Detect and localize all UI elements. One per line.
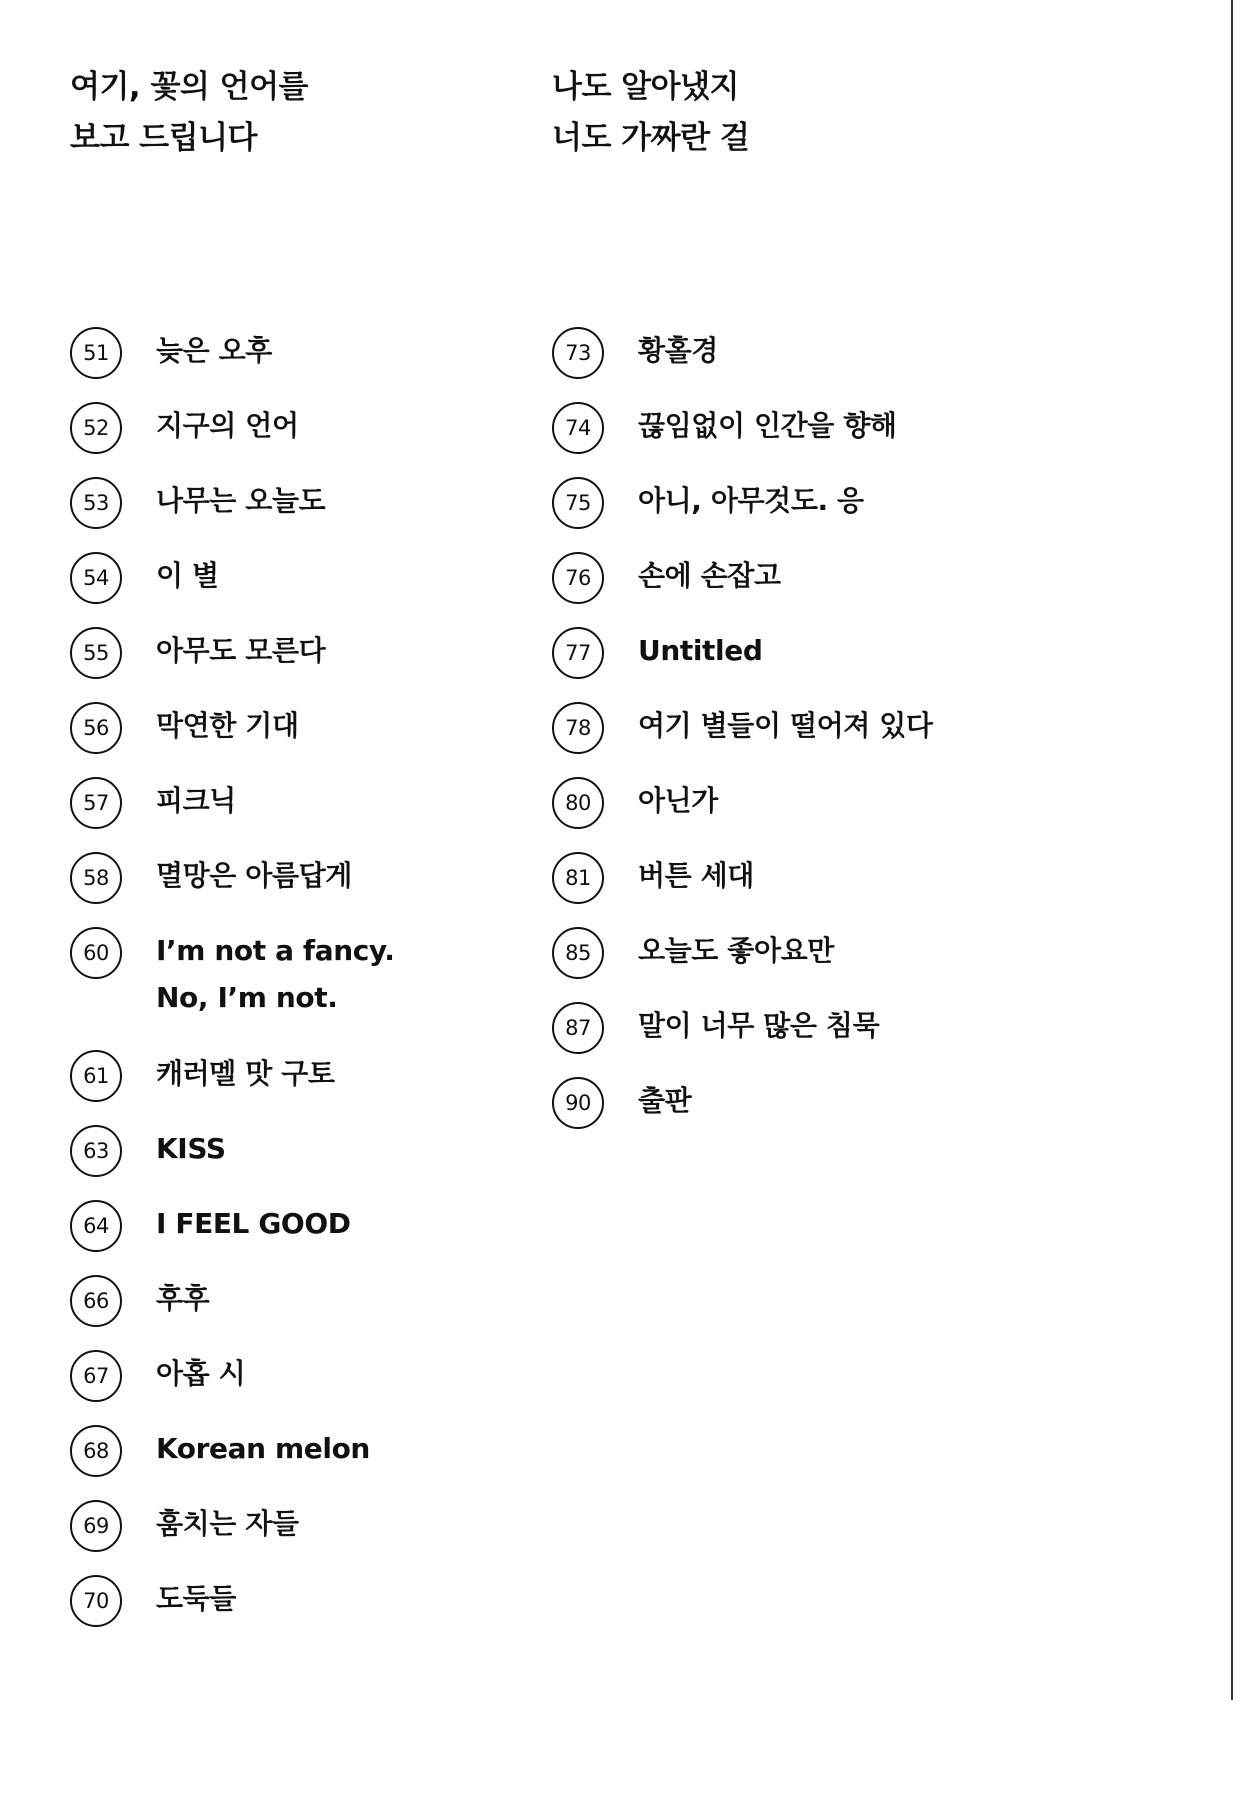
entry-title-line: I’m not a fancy. [156,934,395,967]
toc-entry [70,1275,540,1350]
toc-entry [552,852,1172,927]
entry-title-line: Untitled [638,634,763,667]
entry-title [638,552,1172,599]
entry-title [156,702,540,749]
toc-entry [70,1125,540,1200]
toc-entry [70,327,540,402]
entry-title-line: 여기 별들이 떨어져 있다 [638,709,933,742]
page-number-badge: 69 [70,1500,122,1552]
toc-entry [70,552,540,627]
page-number-badge: 64 [70,1200,122,1252]
section-heading [552,62,749,164]
heading-line: 보고 드립니다 [70,120,257,156]
page-number-badge: 66 [70,1275,122,1327]
page-number-badge: 70 [70,1575,122,1627]
entry-title-line: 아홉 시 [156,1357,246,1390]
page-number-badge: 53 [70,477,122,529]
entry-title-line: 지구의 언어 [156,409,299,442]
toc-entry [552,627,1172,702]
entry-title [156,627,540,674]
toc-entry [552,777,1172,852]
entry-title [156,777,540,824]
page-number-badge: 60 [70,927,122,979]
entry-title-line: KISS [156,1132,226,1165]
entry-title [638,852,1172,899]
page-number-badge: 73 [552,327,604,379]
entry-title-line: 피크닉 [156,784,236,817]
entry-title-line: 도둑들 [156,1582,236,1615]
page-number-badge: 63 [70,1125,122,1177]
page-number-badge: 75 [552,477,604,529]
entry-title-line: 버튼 세대 [638,859,754,892]
entry-title-line: 멸망은 아름답게 [156,859,352,892]
page-number-badge: 58 [70,852,122,904]
entry-title-line: 손에 손잡고 [638,559,781,592]
page-edge-rule [1231,0,1233,1700]
heading-line: 너도 가짜란 걸 [552,120,750,156]
page-number-badge: 87 [552,1002,604,1054]
toc-entry [70,702,540,777]
entry-title [638,477,1172,524]
toc-entry [552,1002,1172,1077]
entry-title [156,477,540,524]
section-heading [70,62,308,164]
entry-title-line: No, I’m not. [156,981,338,1014]
entry-title [156,1275,540,1322]
entry-title [156,927,540,1021]
page-number-badge: 74 [552,402,604,454]
toc-entry [552,327,1172,402]
entry-title-line: 막연한 기대 [156,709,299,742]
page-number-badge: 61 [70,1050,122,1102]
page-number-badge: 85 [552,927,604,979]
page-number-badge: 68 [70,1425,122,1477]
page-number-badge: 56 [70,702,122,754]
toc-entry [70,1050,540,1125]
entry-title-line: 이 별 [156,559,219,592]
page-number-badge: 51 [70,327,122,379]
entry-title-line: 아니, 아무것도. 응 [638,484,864,517]
page-number-badge: 77 [552,627,604,679]
entry-title [156,402,540,449]
toc-entry [70,1200,540,1275]
page-number-badge: 76 [552,552,604,604]
toc-entry [552,1077,1172,1152]
toc-entry [70,477,540,552]
toc-entry [552,477,1172,552]
entry-title [156,852,540,899]
entry-title [638,1077,1172,1124]
entry-title-line: Korean melon [156,1432,370,1465]
entry-title [156,1350,540,1397]
entry-title-line: 말이 너무 많은 침묵 [638,1009,880,1042]
page-number-badge: 57 [70,777,122,829]
toc-entry [70,1500,540,1575]
entry-title-line: 출판 [638,1084,692,1117]
entry-title [638,702,1172,749]
entry-title [156,1575,540,1622]
toc-list [552,327,1172,1152]
entry-title [638,777,1172,824]
entry-title [156,1050,540,1097]
toc-entry [70,1425,540,1500]
toc-entry [70,627,540,702]
entry-title [638,327,1172,374]
toc-entry [70,927,540,1050]
entry-title [638,1002,1172,1049]
page-number-badge: 52 [70,402,122,454]
entry-title [638,927,1172,974]
entry-title-line: 황홀경 [638,334,718,367]
entry-title-line: 훔치는 자들 [156,1507,299,1540]
entry-title [156,1200,540,1247]
toc-entry [552,927,1172,1002]
entry-title-line: 후후 [156,1282,210,1315]
page-number-badge: 78 [552,702,604,754]
page-number-badge: 67 [70,1350,122,1402]
toc-entry [70,402,540,477]
page-number-badge: 81 [552,852,604,904]
page-number-badge: 90 [552,1077,604,1129]
entry-title [156,1125,540,1172]
entry-title [638,402,1172,449]
toc-entry [70,777,540,852]
page-number-badge: 80 [552,777,604,829]
entry-title-line: 나무는 오늘도 [156,484,326,517]
entry-title-line: 오늘도 좋아요만 [638,934,834,967]
entry-title-line: 끊임없이 인간을 향해 [638,409,897,442]
entry-title-line: 아무도 모른다 [156,634,326,667]
entry-title-line: I FEEL GOOD [156,1207,351,1240]
toc-entry [70,1350,540,1425]
entry-title-line: 늦은 오후 [156,334,272,367]
heading-line: 여기, 꽃의 언어를 [70,69,308,105]
entry-title [156,1425,540,1472]
entry-title [156,1500,540,1547]
toc-entry [552,552,1172,627]
toc-list [70,327,540,1650]
toc-entry [552,402,1172,477]
toc-entry [552,702,1172,777]
entry-title-line: 아닌가 [638,784,718,817]
entry-title-line: 캐러멜 맛 구토 [156,1057,335,1090]
page-number-badge: 54 [70,552,122,604]
toc-entry [70,852,540,927]
entry-title [638,627,1172,674]
page-number-badge: 55 [70,627,122,679]
heading-line: 나도 알아냈지 [552,69,739,105]
entry-title [156,552,540,599]
entry-title [156,327,540,374]
toc-entry [70,1575,540,1650]
